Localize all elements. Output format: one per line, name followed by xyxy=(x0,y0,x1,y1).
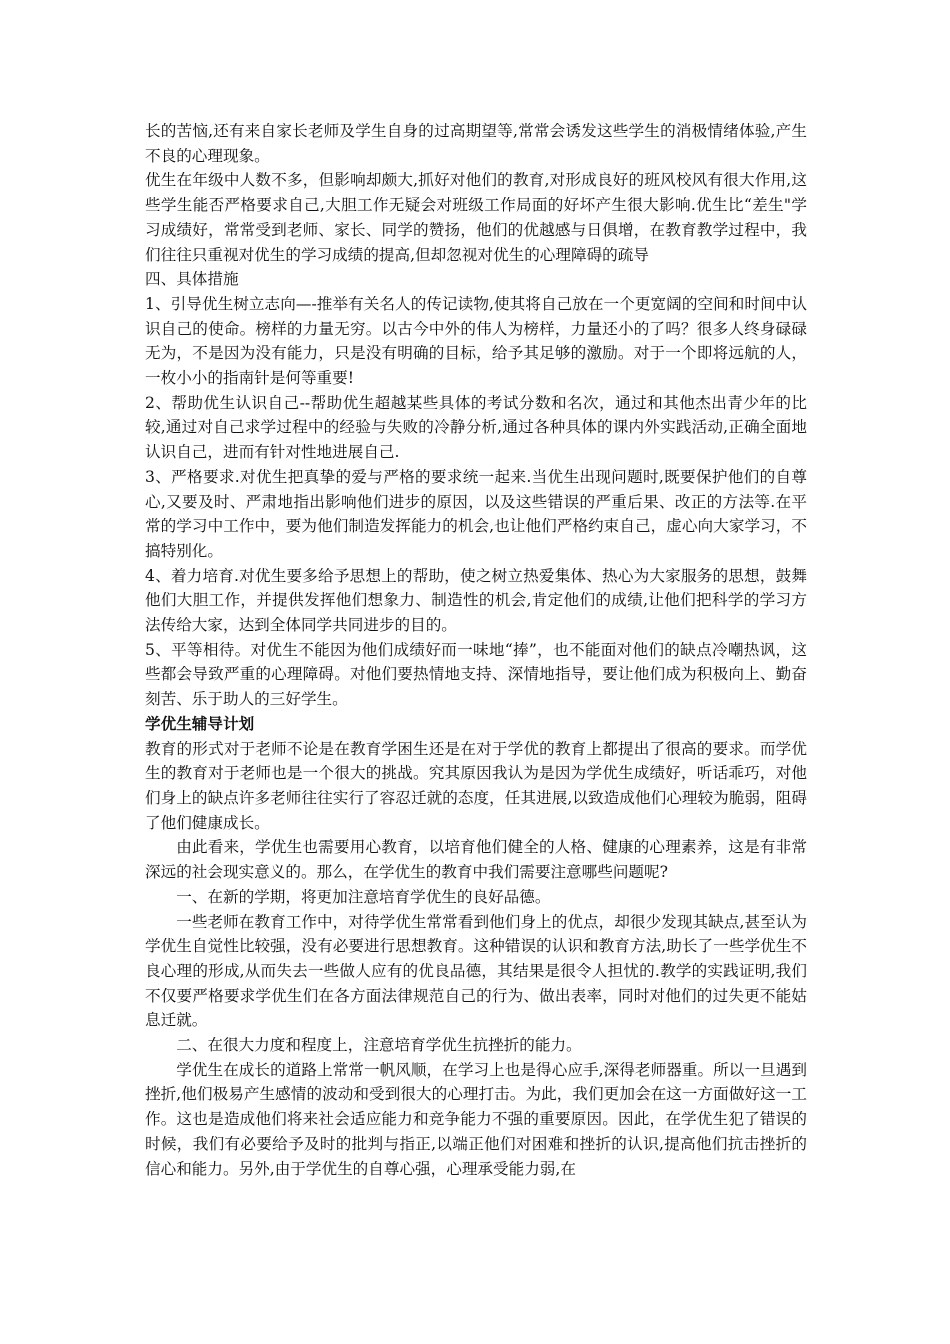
section-heading-measures: 四、具体措施 xyxy=(145,270,239,289)
subheading-moral-quality: 一、在新的学期，将更加注意培育学优生的良好品德。 xyxy=(176,887,551,906)
paragraph-significance: 由此看来，学优生也需要用心教育，以培育他们健全的人格、健康的心理素养，这是有非常深远的社会现实意义的。那么，在学优生的教育中我们需要注意哪些问题呢? xyxy=(145,838,807,882)
paragraph-intro: 教育的形式对于老师不论是在教育学困生还是在对于学优的教育上都提出了很高的要求。而学优生的教育对于老师也是一个很大的挑战。究其原因我认为是因为学优生成绩好，听话乖巧，对他们身上的缺点许多老师往往实行了容忍迁就的态度，任其进展,以致造成他们心理较为脆弱，阻碍了他们健康成长。 xyxy=(145,739,807,832)
measure-item-1: 1、引导优生树立志向—-推举有关名人的传记读物,使其将自己放在一个更宽阔的空间和时间中认识自己的使命。榜样的力量无穷。以古今中外的伟人为榜样，力量还小的了吗？很多人终身碌碌无为，不是因为没有能力，只是没有明确的目标，给予其足够的激励。对于一个即将远航的人，一枚小小的指南针是何等重要! xyxy=(145,294,807,388)
document-heading: 学优生辅导计划 xyxy=(145,713,255,733)
paragraph-moral-quality: 一些老师在教育工作中，对待学优生常常看到他们身上的优点，却很少发现其缺点,甚至认为学优生自觉性比较强，没有必要进行思想教育。这种错误的认识和教育方法,助长了一些学优生不良心理的形成,从而失去一些做人应有的优良品德，其结果是很令人担忧的.教学的实践证明,我们不仅要严格要求学优生们在各方面法律规范自己的行为、做出表率，同时对他们的过失更不能姑息迁就。 xyxy=(145,912,807,1030)
measure-item-3: 3、严格要求.对优生把真挚的爱与严格的要求统一起来.当优生出现问题时,既要保护他们的自尊心,又要及时、严肃地指出影响他们进步的原因，以及这些错误的严重后果、改正的方法等.在平常的学习中工作中，要为他们制造发挥能力的机会,也让他们严格约束自己，虚心向大家学习，不搞特别化。 xyxy=(145,467,807,560)
paragraph-top-students-overview: 优生在年级中人数不多，但影响却颇大,抓好对他们的教育,对形成良好的班风校风有很大作用,这些学生能否严格要求自己,大胆工作无疑会对班级工作局面的好坏产生很大影响.优生比“差生"学习成绩好，常常受到老师、家长、同学的赞扬，他们的优越感与日俱增，在教育教学过程中，我们往往只重视对优生的学习成绩的提高,但却忽视对优生的心理障碍的疏导 xyxy=(145,171,807,264)
measure-item-4: 4、着力培育.对优生要多给予思想上的帮助，使之树立热爱集体、热心为大家服务的思想，鼓舞他们大胆工作，并提供发挥他们想象力、制造性的机会,肯定他们的成绩,让他们把科学的学习方法传给大家，达到全体同学共同进步的目的。 xyxy=(145,566,807,635)
measure-item-2: 2、帮助优生认识自己--帮助优生超越某些具体的考试分数和名次，通过和其他杰出青少年的比较,通过对自己求学过程中的经验与失败的冷静分析,通过各种具体的课内外实践活动,正确全面地认识自己，进而有针对性地进展自己. xyxy=(145,393,807,462)
measure-item-5: 5、平等相待。对优生不能因为他们成绩好而一味地“捧”，也不能面对他们的缺点冷嘲热讽，这些都会导致严重的心理障碍。对他们要热情地支持、深情地指导，要让他们成为积极向上、勤奋刻苦、乐于助人的三好学生。 xyxy=(145,640,807,709)
document-page xyxy=(145,119,807,1181)
subheading-resilience: 二、在很大力度和程度上，注意培育学优生抗挫折的能力。 xyxy=(176,1036,582,1055)
paragraph-resilience: 学优生在成长的道路上常常一帆风顺，在学习上也是得心应手,深得老师器重。所以一旦遇到挫折,他们极易产生感情的波动和受到很大的心理打击。为此，我们更加会在这一方面做好这一工作。这也是造成他们将来社会适应能力和竞争能力不强的重要原因。因此，在学优生犯了错误的时候，我们有必要给予及时的批判与指正,以端正他们对困难和挫折的认识,提高他们抗击挫折的信心和能力。另外,由于学优生的自尊心强，心理承受能力弱,在 xyxy=(145,1060,807,1178)
paragraph-continuation: 长的苦恼,还有来自家长老师及学生自身的过高期望等,常常会诱发这些学生的消极情绪体验,产生不良的心理现象。 xyxy=(145,122,807,165)
